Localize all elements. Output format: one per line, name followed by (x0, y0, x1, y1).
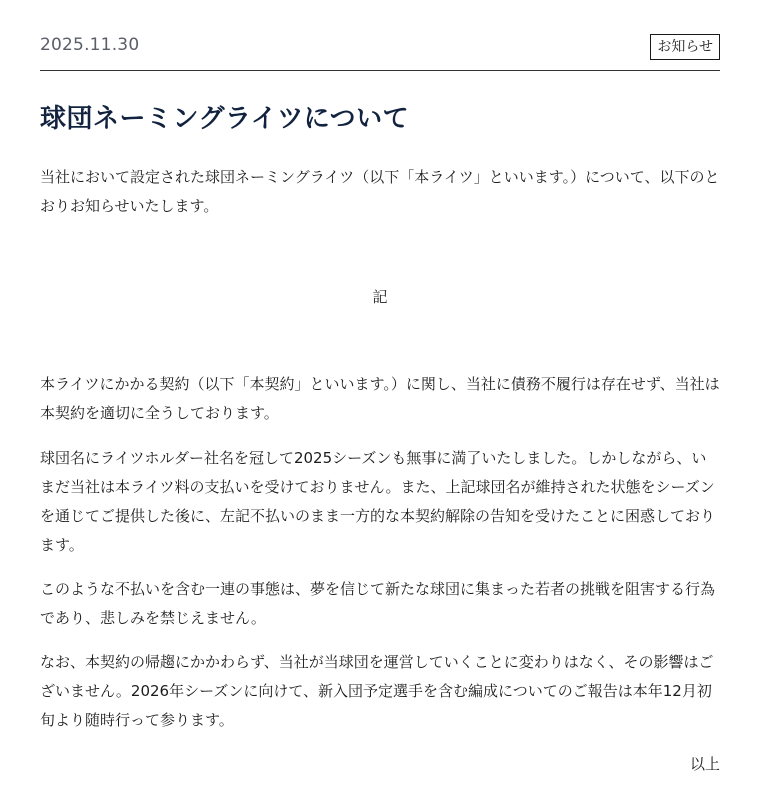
publish-date: 2025.11.30 (40, 35, 140, 55)
body-paragraph-1: 本ライツにかかる契約（以下「本契約」といいます。）に関し、当社に債務不履行は存在せず、当社は本契約を適切に全うしております。 (40, 375, 720, 422)
header-divider (40, 70, 720, 71)
article-meta (40, 32, 720, 64)
ki-heading: 記 (372, 288, 388, 306)
page-title: 球団ネーミングライツについて (40, 104, 410, 134)
intro-paragraph: 当社において設定された球団ネーミングライツ（以下「本ライツ」といいます。）について、以下のとおりお知らせいたします。 (40, 168, 720, 215)
category-badge[interactable]: お知らせ (650, 34, 720, 60)
body-paragraph-4: なお、本契約の帰趨にかかわらず、当社が当球団を運営していくことに変わりはなく、その影響はございません。2026年シーズンに向けて、新入団予定選手を含む編成についてのご報告は本年12月初旬より随時行って参ります。 (40, 653, 714, 729)
body-paragraph-2: 球団名にライツホルダー社名を冠して2025シーズンも無事に満了いたしました。しかしながら、いまだ当社は本ライツ料の支払いを受けておりません。また、上記球団名が維持された状態をシーズンを通じてご提供した後に、左記不払いのまま一方的な本契約解除の告知を受けたことに困惑しております。 (40, 449, 716, 554)
body-paragraph-3: このような不払いを含む一連の事態は、夢を信じて新たな球団に集まった若者の挑戦を阻害する行為であり、悲しみを禁じえません。 (40, 580, 716, 627)
closing-mark: 以上 (689, 755, 720, 773)
